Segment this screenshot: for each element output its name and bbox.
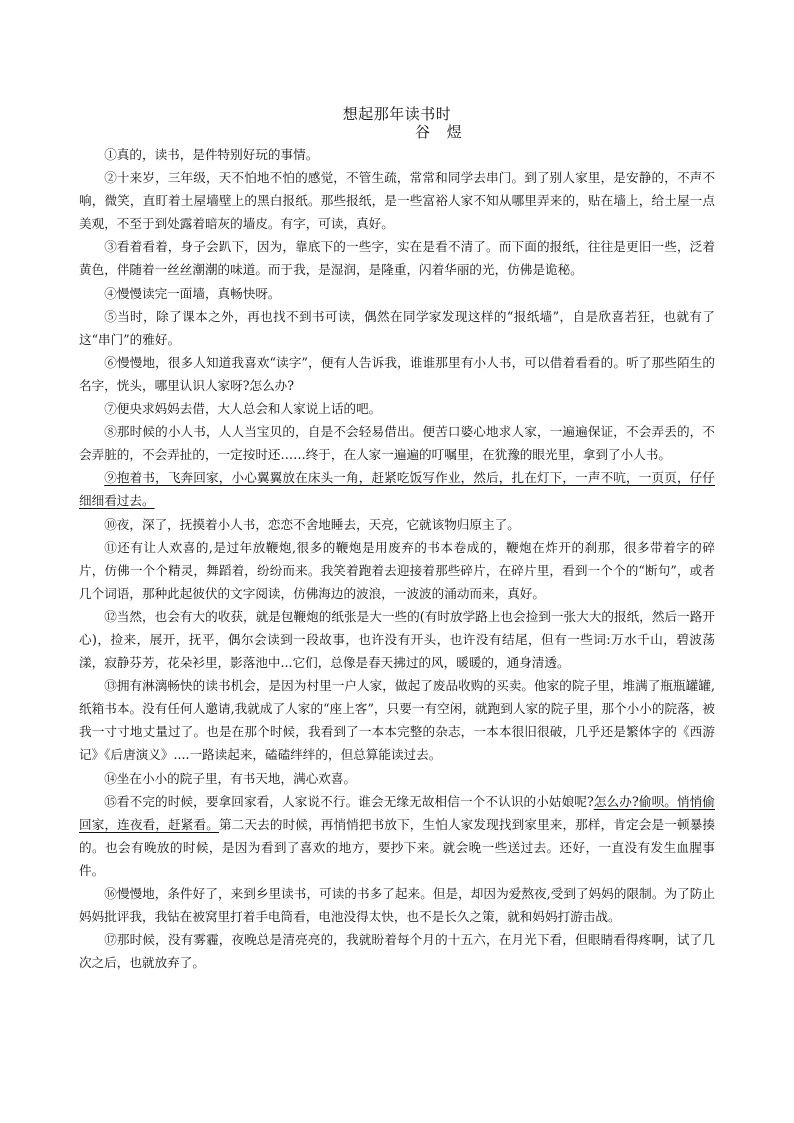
paragraph-text: ②十来岁，三年级，天不怕地不怕的感觉，不管生疏，常常和同学去串门。到了别人家里，是安静的，不声不响，微笑，直盯着土屋墙壁上的黑白报纸。那些报纸，是一些富裕人家不知从哪里弄来的，贴在墙上，给土屋一点美观，不至于到处露着暗灰的墙皮。有字，可读，真好。 — [79, 170, 715, 232]
paragraph — [79, 767, 715, 790]
paragraph — [79, 235, 715, 281]
paragraph-text: ⑪还有让人欢喜的,是过年放鞭炮,很多的鞭炮是用废弃的书本卷成的，鞭炮在炸开的刹那，很多带着字的碎片，仿佛一个个精灵，舞蹈着，纷纷而来。我笑着跑着去迎接着那些碎片，在碎片里，看到一个个的“断句”，或者几个词语，那种此起彼伏的文字阅读，仿佛海边的波浪，一波波的涌动而来，真好。 — [79, 539, 715, 601]
article-body — [79, 143, 715, 974]
paragraph — [79, 305, 715, 351]
paragraph — [79, 605, 715, 674]
paragraph — [79, 166, 715, 235]
paragraph-text: ⑮看不完的时候，要拿回家看，人家说不行。谁会无缘无故相信一个不认识的小姑娘呢? — [104, 793, 594, 809]
paragraph — [79, 790, 715, 882]
paragraph — [79, 397, 715, 420]
paragraph-text: ⑦便央求妈妈去借，大人总会和人家说上话的吧。 — [104, 401, 382, 417]
paragraph-text: ⑭坐在小小的院子里，有书天地，满心欢喜。 — [104, 770, 357, 786]
paragraph-text: ⑧那时候的小人书，人人当宝贝的，自是不会轻易借出。便苦口婆心地求人家，一遍遍保证，不会弄丢的，不会弄脏的，不会弄扯的，一定按时还……终于，在人家一遍遍的叮嘱里，在犹豫的眼光里，拿到了小人书。 — [79, 424, 715, 463]
paragraph — [79, 536, 715, 605]
paragraph — [79, 466, 715, 512]
paragraph — [79, 351, 715, 397]
article-author: 谷 煜 — [415, 123, 468, 141]
underlined-text: 怎么办?偷呗。悄悄偷回家，连夜看，赶紧看。 — [79, 793, 715, 832]
paragraph-text: ⑬拥有淋漓畅快的读书机会，是因为村里一户人家，做起了废品收购的买卖。他家的院子里，堆满了瓶瓶罐罐,纸箱书本。没有任何人邀请,我就成了人家的“座上客”，只要一有空闲，就跑到人家的院子里，那个小小的院落，被我一寸寸地丈量过了。也是在那个时候，我看到了一本本完整的杂志，一本本很旧很破，几乎还是繁体字的《西游记》《后唐演义》....一路读起来，磕磕绊绊的，但总算能读过去。 — [79, 678, 715, 763]
paragraph-text: ⑯慢慢地，条件好了，来到乡里读书，可读的书多了起来。但是，却因为爱熬夜,受到了妈妈的限制。为了防止妈妈批评我，我钻在被窝里打着手电筒看，电池没得太快，也不是长久之策，就和妈妈打游击战。 — [79, 886, 715, 925]
paragraph-text: ③看着看着，身子会趴下，因为，靠底下的一些字，实在是看不清了。而下面的报纸，往往是更旧一些，泛着黄色，伴随着一丝丝潮潮的味道。而于我，是湿润，是隆重，闪着华丽的光，仿佛是诡秘。 — [79, 239, 715, 278]
paragraph-text: ⑥慢慢地，很多人知道我喜欢“读字”，便有人告诉我，谁谁那里有小人书，可以借着看看的。听了那些陌生的名字，恍头，哪里认识人家呀?怎么办? — [79, 354, 715, 393]
paragraph-text: ①真的，读书，是件特别好玩的事情。 — [104, 147, 319, 162]
paragraph — [79, 513, 715, 536]
paragraph — [79, 282, 715, 305]
paragraph-text: ⑤当时，除了课本之外，再也找不到书可读，偶然在同学家发现这样的“报纸墙”，自是欣喜若狂，也就有了这“串门”的雅好。 — [79, 308, 715, 347]
underlined-text: ⑨抱着书，飞奔回家，小心翼翼放在床头一角，赶紧吃饭写作业，然后，扎在灯下，一声不吭，一页页，仔仔细细看过去。 — [79, 470, 715, 509]
paragraph — [79, 674, 715, 766]
paragraph-text: ⑫当然，也会有大的收获，就是包鞭炮的纸张是大一些的(有时放学路上也会捡到一张大大的报纸，然后一路开心)，捡来，展开，抚平，偶尔会读到一段故事，也许没有开头，也许没有结尾，但有一些词:万水千山，碧波荡漾，寂静芬芳，花朵衫里，影落池中...它们，总像是春天拂过的风，暖暖的，通身清透。 — [79, 608, 716, 671]
paragraph-text: ⑰那时候，没有雾霾，夜晚总是清亮亮的，我就盼着每个月的十五六，在月光下看，但眼睛看得疼啊，试了几次之后，也就放弃了。 — [79, 932, 715, 971]
paragraph — [79, 928, 715, 974]
paragraph-text: ④慢慢读完一面墙，真畅快呀。 — [104, 285, 281, 301]
paragraph — [79, 882, 715, 928]
article-title: 想起那年读书时 — [342, 105, 452, 123]
paragraph-text: 第二天去的时候，再悄悄把书放下，生怕人家发现找到家里来，那样，肯定会是一顿暴揍的。也会有晚放的时候，是因为看到了喜欢的地方，要抄下来。就会晚一些送过去。还好，一直没有发生血腥事件。 — [79, 816, 716, 878]
paragraph-text: ⑩夜，深了，抚摸着小人书，恋恋不舍地睡去，天亮，它就该物归原主了。 — [104, 516, 520, 532]
paragraph — [79, 420, 715, 466]
paragraph — [79, 143, 715, 166]
